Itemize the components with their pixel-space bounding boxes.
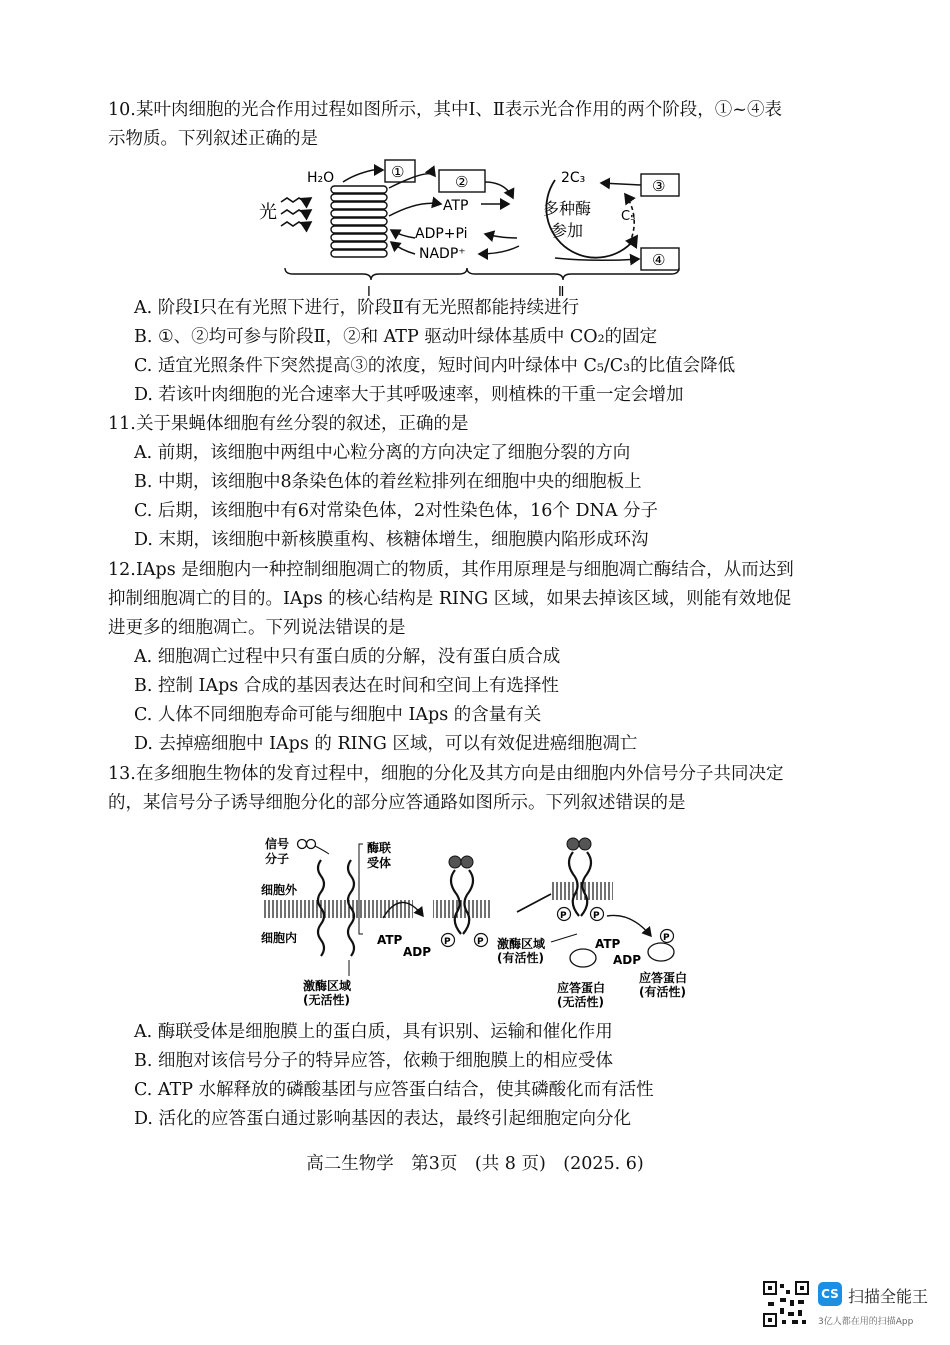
marker-1: ① (391, 163, 405, 181)
resp-inactive-label-2: (无活性) (557, 995, 604, 1009)
question-stem: 关于果蝇体细胞有丝分裂的叙述，正确的是 (136, 414, 469, 434)
question-number: 11. (108, 414, 136, 434)
option-d: D. 活化的应答蛋白通过影响基因的表达，最终引起细胞定向分化 (134, 1109, 632, 1129)
question-10-options (108, 294, 858, 410)
signal-molecule (567, 838, 579, 850)
nadp-label: NADP⁺ (419, 246, 466, 262)
svg-text:P: P (593, 911, 600, 921)
option-b: B. ①、②均可参与阶段Ⅱ，②和 ATP 驱动叶绿体基质中 CO₂的固定 (134, 327, 658, 347)
signal-pathway-svg (255, 830, 705, 1010)
option-a: A. 细胞凋亡过程中只有蛋白质的分解，没有蛋白质合成 (134, 647, 561, 667)
question-number: 10. (108, 100, 136, 120)
question-number: 12. (108, 560, 136, 580)
photosynthesis-diagram (255, 158, 695, 298)
stage-1-label: Ⅰ (367, 285, 371, 298)
option-c: C. ATP 水解释放的磷酸基团与应答蛋白结合，使其磷酸化而有活性 (134, 1080, 654, 1100)
resp-active-label-2: (有活性) (639, 985, 686, 999)
option-a: A. 阶段Ⅰ只在有光照下进行，阶段Ⅱ有无光照都能持续进行 (134, 298, 580, 318)
question-number: 13. (108, 764, 136, 784)
h2o-label: H₂O (307, 170, 335, 186)
signal-label-1: 信号 (265, 837, 290, 851)
option-b: B. 中期，该细胞中8条染色体的着丝粒排列在细胞中央的细胞板上 (134, 472, 642, 492)
kinase-inactive-label-1: 激酶区域 (303, 979, 352, 993)
membrane-2 (433, 900, 491, 918)
watermark-brand: 扫描全能王 (848, 1287, 929, 1306)
inside-label: 细胞内 (261, 931, 298, 945)
resp-active-label-1: 应答蛋白 (639, 971, 688, 985)
question-stem-cont: 抑制细胞凋亡的目的。IAps 的核心结构是 RING 区域，如果去掉该区域，则能有效地促 (108, 589, 792, 609)
svg-text:P: P (444, 937, 451, 947)
marker-4: ④ (652, 251, 666, 269)
kinase-active-label-1: 激酶区域 (497, 937, 546, 951)
photosynthesis-svg (255, 158, 695, 298)
option-a: A. 前期，该细胞中两组中心粒分离的方向决定了细胞分裂的方向 (134, 443, 631, 463)
atp-label: ATP (443, 198, 469, 214)
option-d: D. 末期，该细胞中新核膜重构、核糖体增生，细胞膜内陷形成环沟 (134, 530, 649, 550)
signal-label-2: 分子 (265, 852, 290, 866)
question-13-options (108, 1018, 858, 1134)
signal-molecule (298, 840, 307, 849)
marker-3: ③ (652, 177, 666, 195)
adp-pi-label: ADP+Pi (415, 226, 468, 242)
enzyme-label-1: 多种酶 (543, 199, 592, 218)
qr-code-icon (762, 1280, 810, 1328)
atp-label: ATP (377, 933, 403, 947)
receptor-label-2: 受体 (367, 856, 392, 870)
marker-2: ② (455, 173, 469, 191)
option-b: B. 控制 IAps 合成的基因表达在时间和空间上有选择性 (134, 676, 559, 696)
camscanner-logo-icon: CS (818, 1282, 842, 1306)
question-stem-cont: 示物质。下列叙述正确的是 (108, 129, 318, 149)
question-10 (108, 96, 858, 154)
question-13 (108, 760, 858, 818)
adp2-label: ADP (613, 953, 642, 967)
question-stem-cont: 的，某信号分子诱导细胞分化的部分应答通路如图所示。下列叙述错误的是 (108, 793, 686, 813)
question-stem: 在多细胞生物体的发育过程中，细胞的分化及其方向是由细胞内外信号分子共同决定 (136, 764, 784, 784)
option-a: A. 酶联受体是细胞膜上的蛋白质，具有识别、运输和催化作用 (134, 1022, 613, 1042)
option-b: B. 细胞对该信号分子的特异应答，依赖于细胞膜上的相应受体 (134, 1051, 613, 1071)
resp-inactive-label-1: 应答蛋白 (557, 981, 606, 995)
option-d: D. 去掉癌细胞中 IAps 的 RING 区域，可以有效促进癌细胞凋亡 (134, 734, 638, 754)
outside-label: 细胞外 (261, 883, 298, 897)
page-footer: 高二生物学 第3页 (共 8 页) (2025. 6) (306, 1154, 644, 1174)
svg-text:P: P (477, 937, 484, 947)
receptor-label-1: 酶联 (367, 841, 392, 855)
svg-text:P: P (663, 933, 670, 943)
adp-label: ADP (403, 945, 432, 959)
watermark-subtitle: 3亿人都在用的扫描App (818, 1317, 914, 1327)
atp2-label: ATP (595, 937, 621, 951)
signal-molecule (449, 856, 461, 868)
question-12 (108, 556, 858, 759)
signal-pathway-diagram (255, 830, 705, 1010)
c5-label: C₅ (621, 209, 636, 224)
enzyme-label-2: 参加 (551, 221, 584, 240)
response-protein-inactive (570, 949, 596, 967)
scanner-watermark (760, 1278, 940, 1338)
kinase-inactive-label-2: (无活性) (303, 993, 350, 1007)
light-label: 光 (259, 202, 277, 223)
question-stem: IAps 是细胞内一种控制细胞凋亡的物质，其作用原理是与细胞凋亡酶结合，从而达到 (136, 560, 794, 580)
question-stem: 某叶肉细胞的光合作用过程如图所示，其中Ⅰ、Ⅱ表示光合作用的两个阶段，①~④表 (136, 100, 782, 120)
question-11 (108, 410, 858, 555)
svg-text:P: P (560, 911, 567, 921)
option-d: D. 若该叶肉细胞的光合速率大于其呼吸速率，则植株的干重一定会增加 (134, 385, 684, 405)
option-c: C. 人体不同细胞寿命可能与细胞中 IAps 的含量有关 (134, 705, 542, 725)
option-c: C. 后期，该细胞中有6对常染色体，2对性染色体，16个 DNA 分子 (134, 501, 659, 521)
kinase-active-label-2: (有活性) (497, 951, 544, 965)
stage-2-label: Ⅱ (558, 285, 565, 298)
option-c: C. 适宜光照条件下突然提高③的浓度，短时间内叶绿体中 C₅/C₃的比值会降低 (134, 356, 736, 376)
question-stem-cont: 进更多的细胞凋亡。下列说法错误的是 (108, 618, 406, 638)
thylakoid-stack (331, 186, 387, 257)
c3-label: 2C₃ (561, 170, 586, 186)
response-protein-active (648, 943, 674, 961)
